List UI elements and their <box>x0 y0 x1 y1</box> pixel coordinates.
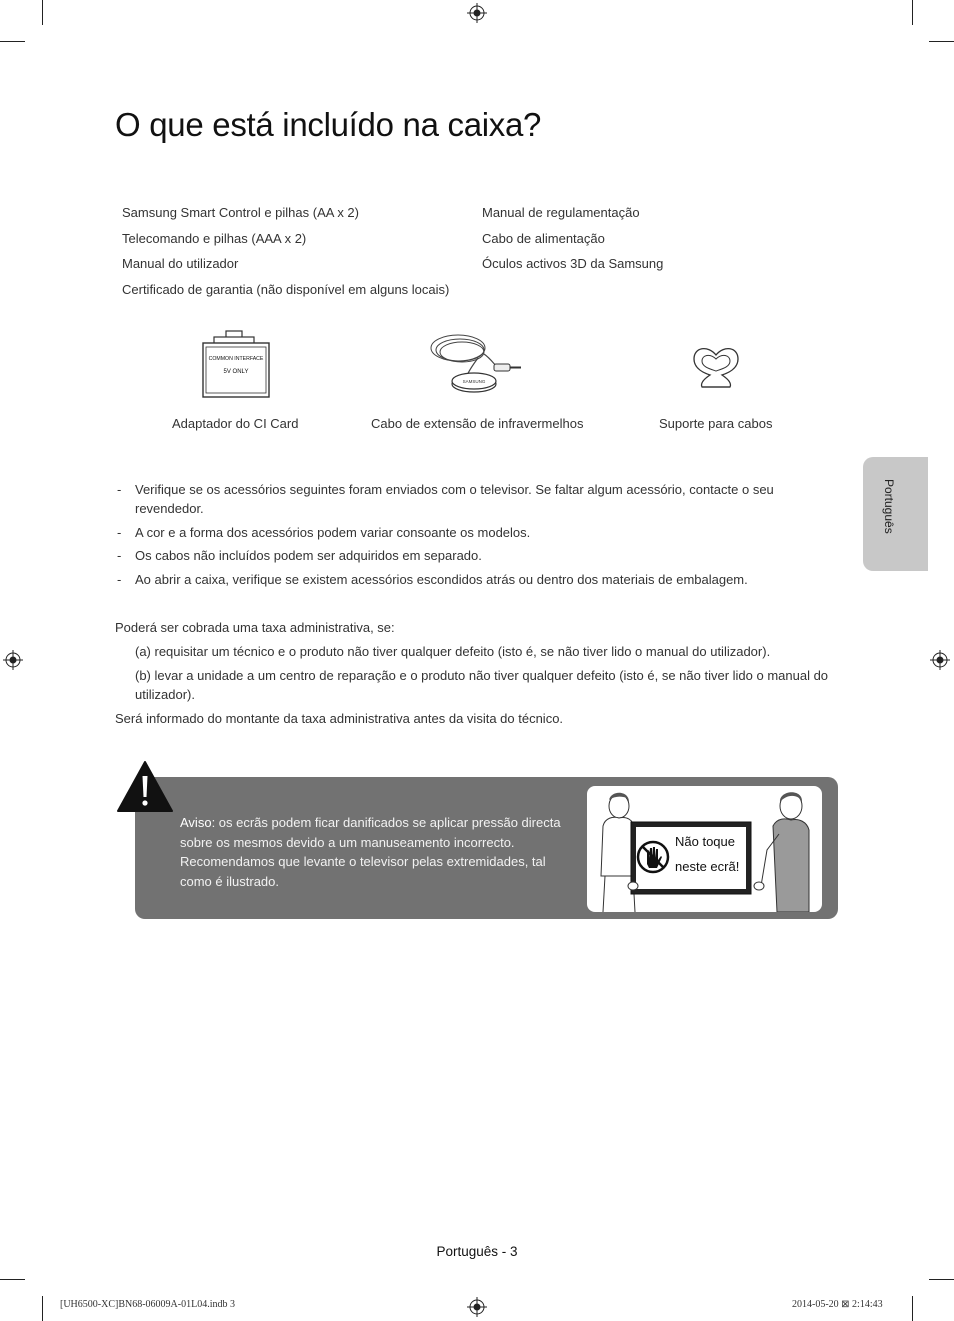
tv-warning-label: Não toque <box>675 834 735 849</box>
included-items-right <box>482 200 663 277</box>
warning-triangle-icon <box>116 760 174 814</box>
page-number: Português - 3 <box>436 1244 518 1259</box>
print-slug-right: 2014-05-20 ⊠ 2:14:43 <box>792 1299 883 1310</box>
crop-mark <box>929 41 954 42</box>
crop-mark <box>929 1279 954 1280</box>
list-item: Manual do utilizador <box>122 256 239 271</box>
ci-card-label: 5V ONLY <box>223 369 249 375</box>
crop-mark <box>0 1279 25 1280</box>
tv-handling-figure <box>587 786 822 912</box>
ci-card-label: COMMON INTERFACE <box>208 356 264 362</box>
crop-mark <box>42 0 43 25</box>
accessory-caption: Adaptador do CI Card <box>172 416 299 431</box>
crop-mark <box>912 0 913 25</box>
included-items-left <box>122 200 449 302</box>
administrative-fee-section <box>115 618 830 733</box>
registration-mark-icon <box>467 1297 487 1317</box>
tv-warning-label: neste ecrã! <box>675 859 740 874</box>
accessory-caption: Suporte para cabos <box>659 416 773 431</box>
list-item: Certificado de garantia (não disponível em alguns locais) <box>122 281 450 297</box>
list-item: Telecomando e pilhas (AAA x 2) <box>122 230 307 246</box>
page-title: O que está incluído na caixa? <box>115 106 542 143</box>
warning-body: : os ecrãs podem ficar danificados se aplicar pressão directa sobre os mesmos devido a um manuseamento incorrecto. Recomendamos que levante o televisor pelas extremidades, tal como é ilustrado. <box>180 815 561 889</box>
list-item: - Os cabos não incluídos podem ser adquiridos em separado. <box>115 546 830 565</box>
tv-handling-illustration <box>587 786 822 912</box>
cable-holder-icon <box>690 343 742 391</box>
ir-extension-cable-icon <box>428 328 524 394</box>
crop-mark <box>912 1296 913 1321</box>
list-item: Cabo de alimentação <box>482 230 605 246</box>
fee-intro: Poderá ser cobrada uma taxa administrativa, se: <box>115 620 395 635</box>
list-item: - Ao abrir a caixa, verifique se existem acessórios escondidos atrás ou dentro dos materiais de embalagem. <box>115 570 830 589</box>
list-item: Samsung Smart Control e pilhas (AA x 2) <box>122 205 359 220</box>
registration-mark-icon <box>467 3 487 23</box>
brand-label: SAMSUNG <box>462 379 486 384</box>
registration-mark-icon <box>930 650 950 670</box>
language-side-tab <box>863 457 928 571</box>
crop-mark <box>0 41 25 42</box>
fee-item: (b) levar a unidade a um centro de reparação e o produto não tiver qualquer defeito (isto é, se não tiver lido o manual do utilizador). <box>135 668 829 702</box>
side-tab-label: Português <box>882 479 896 534</box>
registration-mark-icon <box>3 650 23 670</box>
list-item: Manual de regulamentação <box>482 205 640 220</box>
warning-label: Aviso <box>180 815 212 830</box>
fee-item: (a) requisitar um técnico e o produto não tiver qualquer defeito (isto é, se não tiver lido o manual do utilizador). <box>135 644 771 659</box>
list-item: - Verifique se os acessórios seguintes foram enviados com o televisor. Se faltar algum acessório, contacte o seu revendedor. <box>115 480 830 518</box>
warning-text <box>180 813 575 891</box>
accessory-caption: Cabo de extensão de infravermelhos <box>371 416 584 431</box>
crop-mark <box>42 1296 43 1321</box>
ci-card-adapter-icon <box>200 329 272 401</box>
list-item: Óculos activos 3D da Samsung <box>482 256 664 271</box>
list-item: - A cor e a forma dos acessórios podem variar consoante os modelos. <box>115 523 830 542</box>
fee-outro: Será informado do montante da taxa administrativa antes da visita do técnico. <box>115 711 564 726</box>
print-slug-left: [UH6500-XC]BN68-06009A-01L04.indb 3 <box>60 1299 235 1310</box>
notes-list <box>115 480 830 593</box>
